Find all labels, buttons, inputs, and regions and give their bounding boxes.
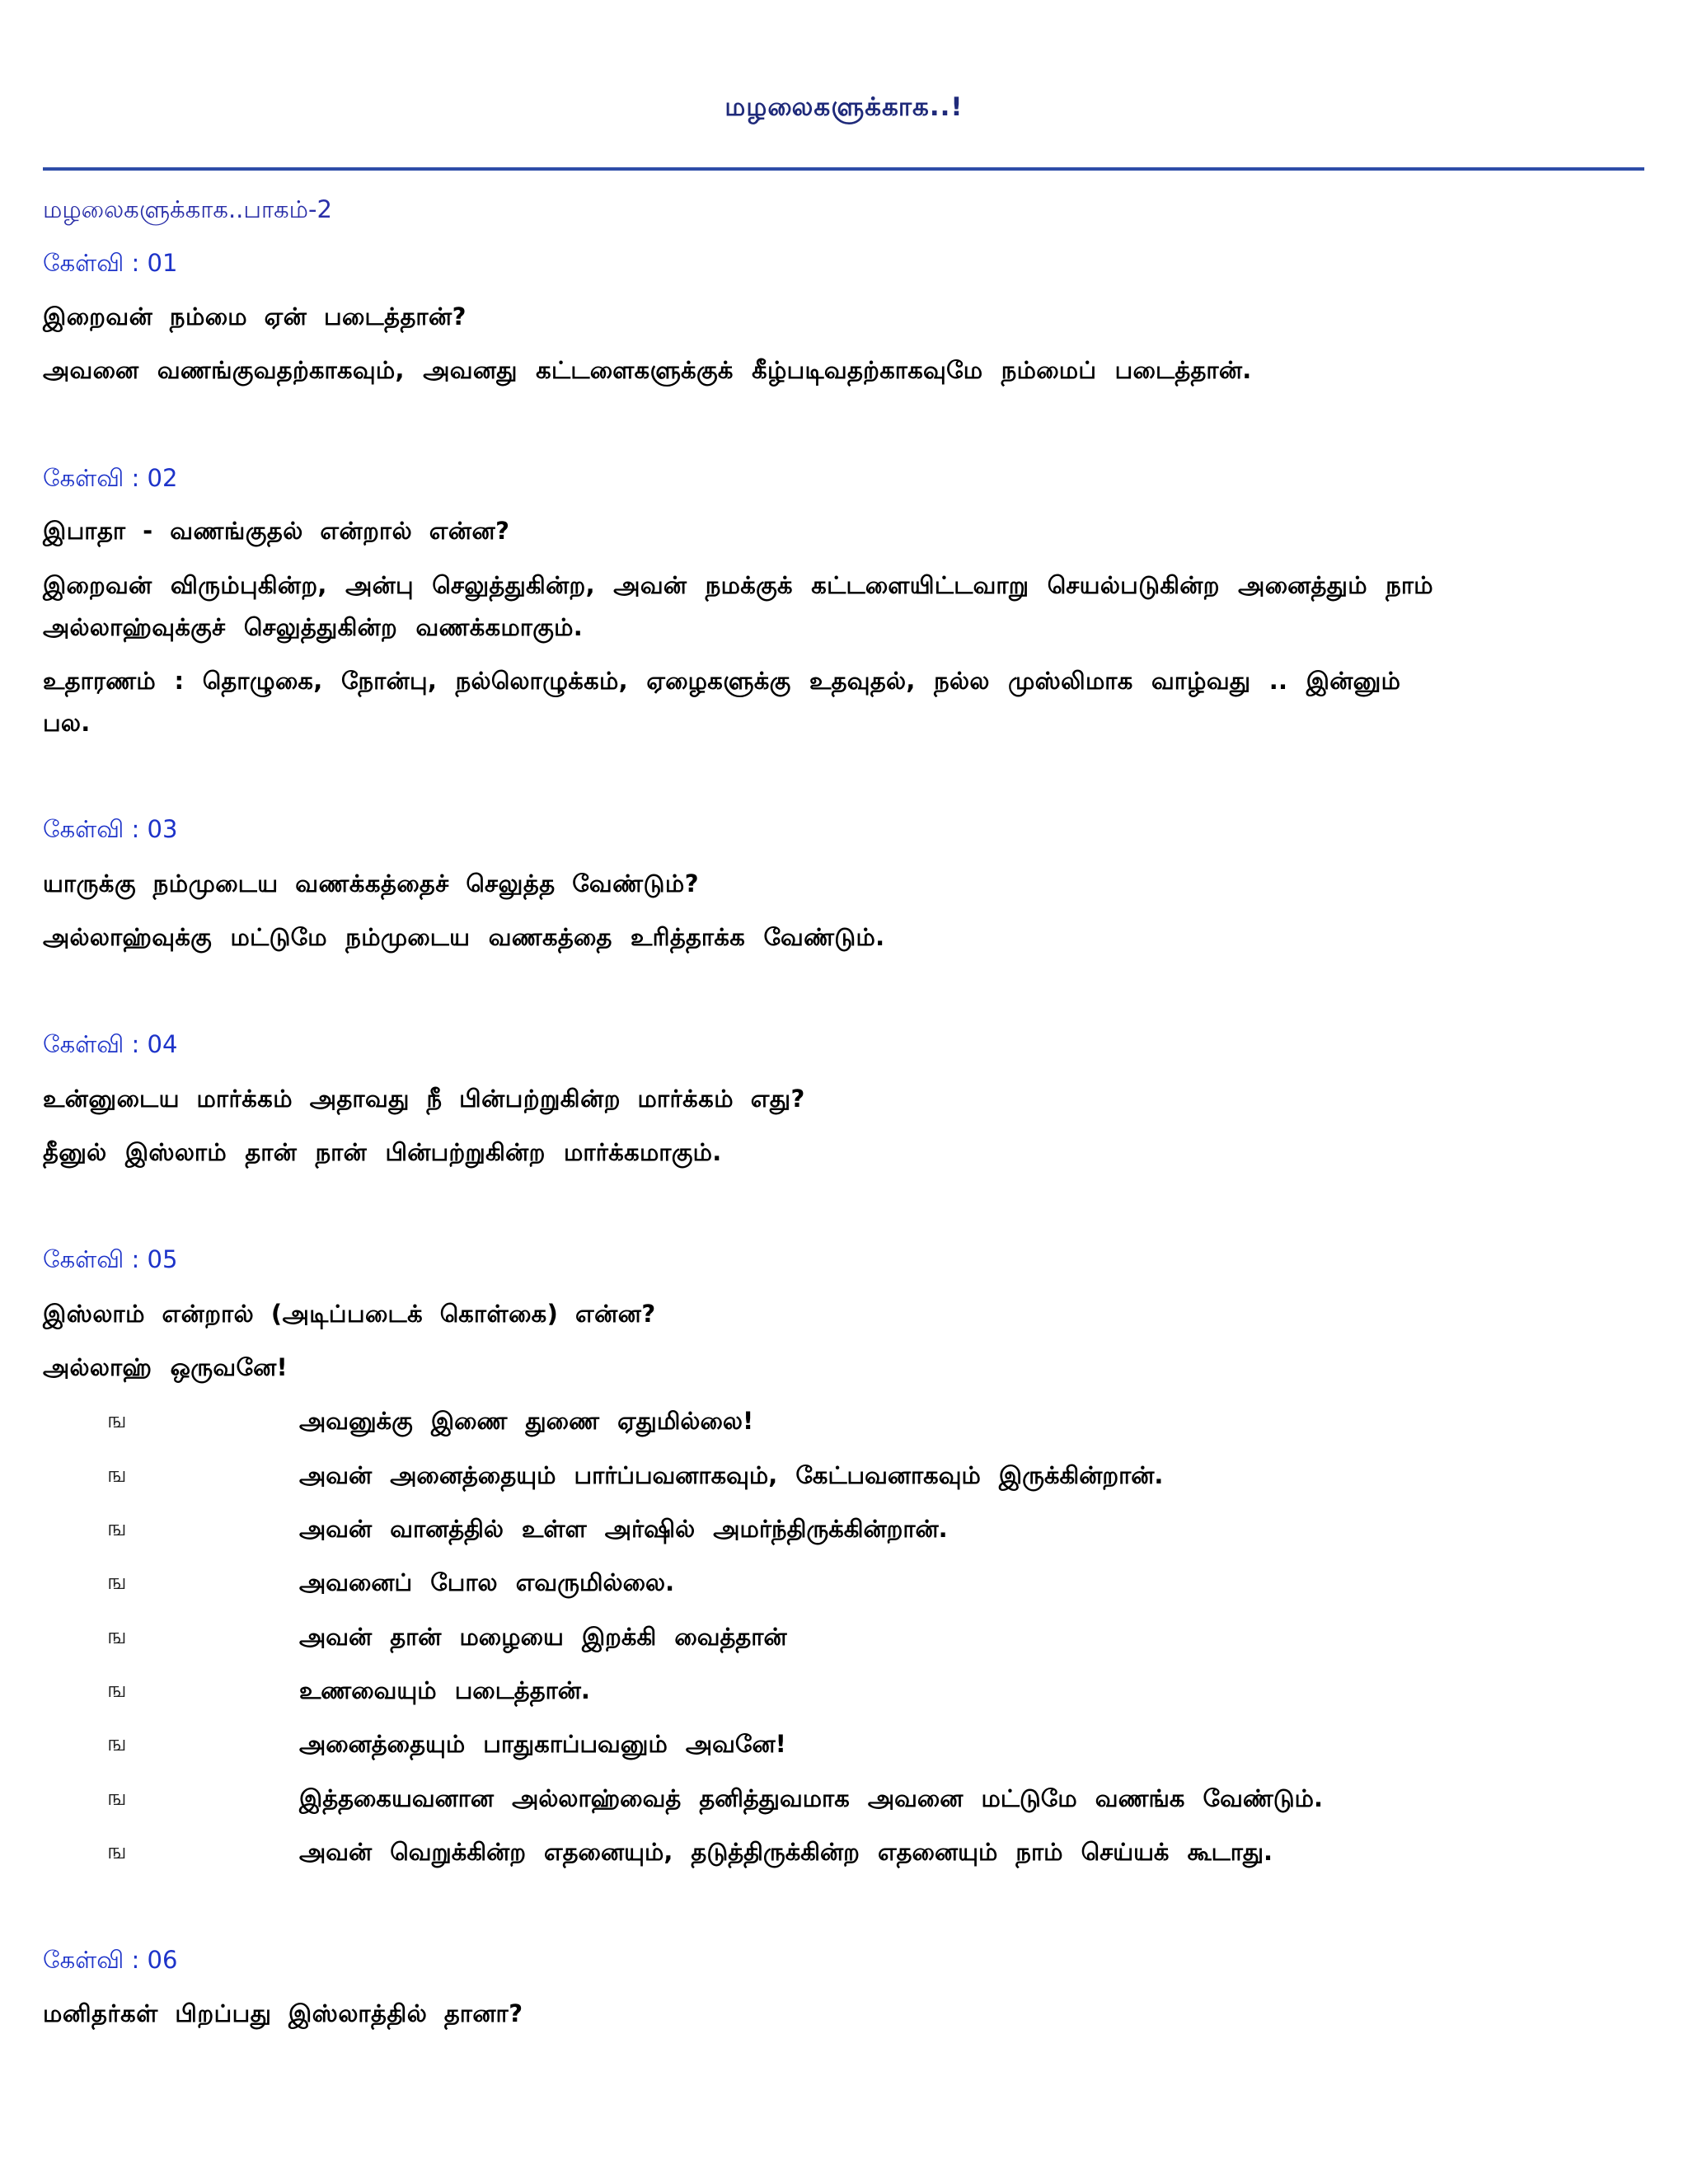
question-text-03: யாருக்கு நம்முடைய வணக்கத்தைச் செலுத்த வேண்டும்? — [43, 869, 700, 898]
document-title: மழலைகளுக்காக..! — [724, 92, 964, 122]
question-heading-04: கேள்வி : 04 — [43, 1030, 178, 1058]
question-text-01: இறைவன் நம்மை ஏன் படைத்தான்? — [43, 302, 467, 330]
bullet-marker: ங — [107, 1569, 127, 1595]
question-heading-02: கேள்வி : 02 — [43, 464, 178, 492]
answer-text-01: அவனை வணங்குவதற்காகவும், அவனது கட்டளைகளுக்குக் கீழ்படிவதற்காகவுமே நம்மைப் படைத்தான். — [43, 356, 1252, 384]
bullet-marker: ங — [107, 1785, 127, 1811]
bullet-marker: ங — [107, 1624, 127, 1649]
answer-text-04: தீனுல் இஸ்லாம் தான் நான் பின்பற்றுகின்ற மார்க்கமாகும். — [43, 1138, 722, 1166]
bullet-marker: ங — [107, 1462, 127, 1488]
title-divider — [43, 167, 1644, 171]
bullet-item: அவன் வானத்தில் உள்ள அர்ஷில் அமர்ந்திருக்கின்றான். — [299, 1515, 948, 1543]
bullet-item: அவன் வெறுக்கின்ற எதனையும், தடுத்திருக்கின்ற எதனையும் நாம் செய்யக் கூடாது. — [299, 1838, 1273, 1866]
answer-text-03: அல்லாஹ்வுக்கு மட்டுமே நம்முடைய வணகத்தை உரித்தாக்க வேண்டும். — [43, 923, 885, 951]
bullet-item: அனைத்தையும் பாதுகாப்பவனும் அவனே! — [299, 1730, 786, 1758]
bullet-marker: ங — [107, 1839, 127, 1864]
bullet-marker: ங — [107, 1731, 127, 1756]
bullet-item: அவன் அனைத்தையும் பார்ப்பவனாகவும், கேட்பவனாகவும் இருக்கின்றான். — [299, 1461, 1164, 1489]
bullet-item: அவனைப் போல எவருமில்லை. — [299, 1568, 675, 1596]
question-heading-05: கேள்வி : 05 — [43, 1245, 178, 1273]
document-subtitle: மழலைகளுக்காக..பாகம்-2 — [43, 195, 332, 223]
example-text-02-line1: உதாரணம் : தொழுகை, நோன்பு, நல்லொழுக்கம், ஏழைகளுக்கு உதவுதல், நல்ல முஸ்லிமாக வாழ்வது .. இன்னும் — [43, 667, 1401, 695]
question-text-02: இபாதா - வணங்குதல் என்றால் என்ன? — [43, 517, 510, 545]
answer-text-02-line2: அல்லாஹ்வுக்குச் செலுத்துகின்ற வணக்கமாகும். — [43, 613, 584, 641]
bullet-item: உணவையும் படைத்தான். — [299, 1676, 590, 1704]
example-text-02-line2: பல. — [43, 709, 91, 737]
answer-text-02-line1: இறைவன் விரும்புகின்ற, அன்பு செலுத்துகின்ற, அவன் நமக்குக் கட்டளையிட்டவாறு செயல்படுகின்ற அனைத்தும் நாம் — [43, 571, 1433, 599]
question-heading-06: கேள்வி : 06 — [43, 1946, 178, 1974]
bullet-marker: ங — [107, 1677, 127, 1703]
question-text-04: உன்னுடைய மார்க்கம் அதாவது நீ பின்பற்றுகின்ற மார்க்கம் எது? — [43, 1085, 805, 1113]
answer-text-05: அல்லாஹ் ஒருவனே! — [43, 1353, 288, 1381]
question-heading-03: கேள்வி : 03 — [43, 815, 178, 843]
question-text-05: இஸ்லாம் என்றால் (அடிப்படைக் கொள்கை) என்ன? — [43, 1300, 656, 1328]
bullet-item: அவனுக்கு இணை துணை ஏதுமில்லை! — [299, 1407, 754, 1435]
bullet-item: இத்தகையவனான அல்லாஹ்வைத் தனித்துவமாக அவனை மட்டுமே வணங்க வேண்டும். — [299, 1784, 1323, 1812]
bullet-marker: ங — [107, 1408, 127, 1433]
bullet-marker: ங — [107, 1516, 127, 1541]
bullet-item: அவன் தான் மழையை இறக்கி வைத்தான் — [299, 1623, 787, 1651]
question-text-06: மனிதர்கள் பிறப்பது இஸ்லாத்தில் தானா? — [43, 1999, 523, 2027]
question-heading-01: கேள்வி : 01 — [43, 249, 178, 277]
